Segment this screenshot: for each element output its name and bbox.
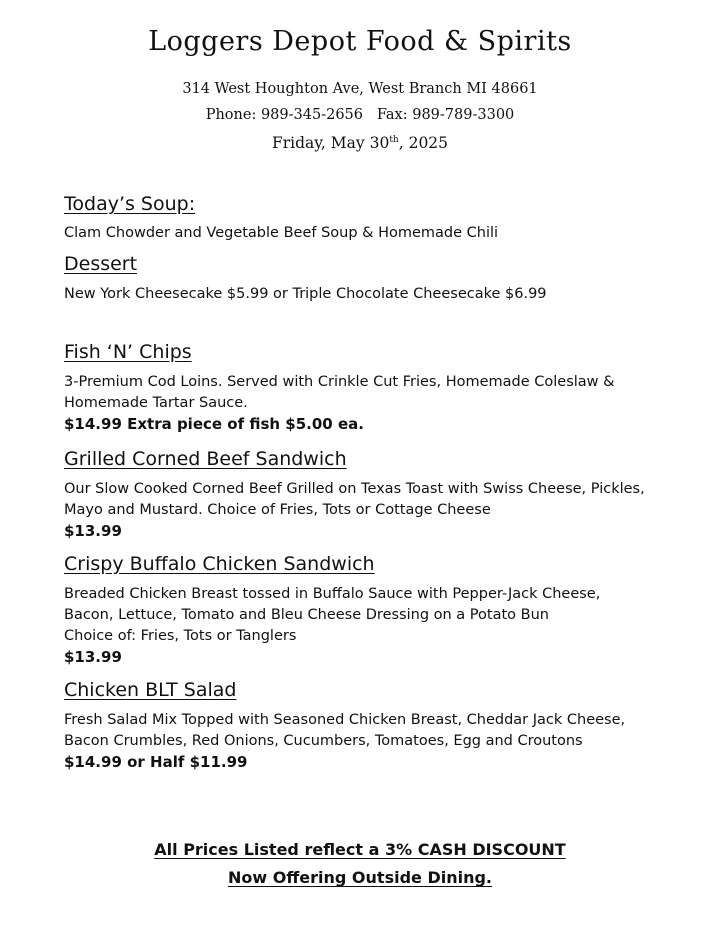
- item-description-line: Choice of: Fries, Tots or Tanglers: [64, 628, 297, 644]
- item-heading: Chicken BLT Salad: [64, 679, 237, 701]
- menu-item: [64, 553, 704, 668]
- item-description-line: Mayo and Mustard. Choice of Fries, Tots or Cottage Cheese: [64, 502, 491, 518]
- date-year: , 2025: [398, 134, 449, 152]
- item-description-line: Bacon, Lettuce, Tomato and Bleu Cheese Dressing on a Potato Bun: [64, 607, 549, 623]
- soup-text: Clam Chowder and Vegetable Beef Soup & Homemade Chili: [64, 225, 499, 241]
- item-heading: Grilled Corned Beef Sandwich: [64, 448, 347, 470]
- item-price: $13.99: [64, 648, 122, 666]
- item-price: $14.99 Extra piece of fish $5.00 ea.: [64, 415, 364, 433]
- outside-dining-notice: Now Offering Outside Dining.: [227, 868, 493, 887]
- item-price: $14.99 or Half $11.99: [64, 753, 248, 771]
- dessert-text: New York Cheesecake $5.99 or Triple Chocolate Cheesecake $6.99: [64, 286, 547, 302]
- item-price: $13.99: [64, 522, 122, 540]
- phone-fax: Phone: 989-345-2656 Fax: 989-789-3300: [205, 107, 515, 123]
- soup-heading: Today’s Soup:: [64, 193, 196, 215]
- item-description-line: Our Slow Cooked Corned Beef Grilled on Texas Toast with Swiss Cheese, Pickles,: [64, 481, 645, 497]
- address: 314 West Houghton Ave, West Branch MI 48661: [182, 81, 538, 97]
- menu-item: [64, 341, 704, 435]
- item-heading: Fish ‘N’ Chips: [64, 341, 192, 363]
- menu-item: [64, 679, 704, 773]
- item-description-line: Breaded Chicken Breast tossed in Buffalo Sauce with Pepper-Jack Cheese,: [64, 586, 601, 602]
- cash-discount-notice: All Prices Listed reflect a 3% CASH DISCOUNT: [154, 840, 566, 859]
- date-main: Friday, May 30: [271, 134, 390, 152]
- soup-section: [64, 193, 704, 244]
- menu-item: [64, 448, 704, 542]
- dessert-heading: Dessert: [64, 253, 138, 275]
- menu-date: [0, 134, 720, 152]
- item-description-line: 3-Premium Cod Loins. Served with Crinkle Cut Fries, Homemade Coleslaw &: [64, 374, 615, 390]
- item-description-line: Homemade Tartar Sauce.: [64, 395, 248, 411]
- item-heading: Crispy Buffalo Chicken Sandwich: [64, 553, 375, 575]
- item-description-line: Fresh Salad Mix Topped with Seasoned Chicken Breast, Cheddar Jack Cheese,: [64, 712, 626, 728]
- dessert-section: [64, 253, 704, 305]
- item-description-line: Bacon Crumbles, Red Onions, Cucumbers, Tomatoes, Egg and Croutons: [64, 733, 583, 749]
- restaurant-name: Loggers Depot Food & Spirits: [148, 26, 572, 57]
- date-ordinal: th: [389, 134, 399, 145]
